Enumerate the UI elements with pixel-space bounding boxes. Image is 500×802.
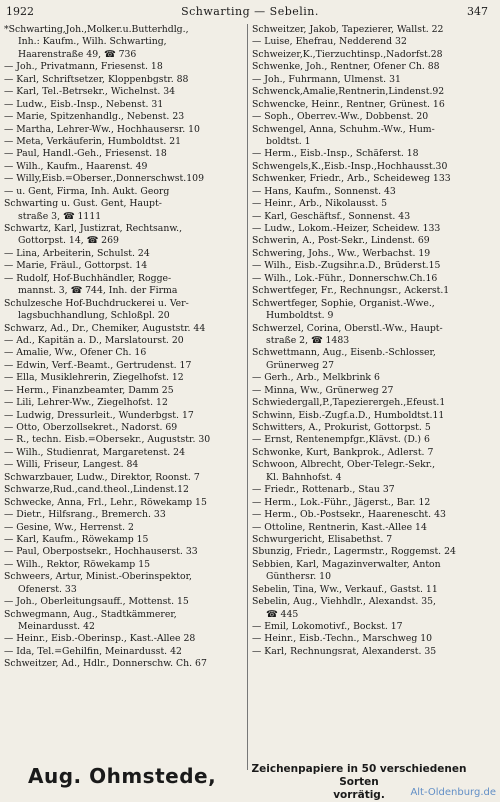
left-column-entry-line: Inh.: Kaufm., Wilh. Schwarting, [18,36,167,48]
left-column-entry-line: Gottorpst. 14, ☎ 269 [18,235,119,247]
left-column-entry-line: — u. Gent, Firma, Inh. Aukt. Georg [4,185,170,197]
right-column-entry-line: Sebelin, Aug., Viehhdlr., Alexandst. 35, [252,596,437,608]
left-column-entry-line: — Dietr., Hilfsrang., Bremerch. 33 [4,509,166,521]
left-column-entry-line: — Willy,Eisb.=Oberser.,Donnerschwst.109 [4,173,204,185]
right-column-entry-line: Schwoon, Albrecht, Ober-Telegr.-Sekr., [252,459,436,471]
right-column-entry-line: Grünerweg 27 [266,359,334,371]
page-number: 347 [467,5,488,18]
left-column-entry-line: — Amalie, Ww., Ofener Ch. 16 [4,347,147,359]
left-column-entry-line: Schwecke, Anna, Frl., Lehr., Röwekamp 15 [4,496,207,508]
left-column-entry-line: — Ida, Tel.=Gehilfin, Meinardusst. 42 [4,645,182,657]
left-column-entry-line: *Schwarting,Joh.,Molker.u.Butterhdlg., [4,24,189,35]
right-column-entry-line: — Luise, Ehefrau, Nedderend 32 [252,36,407,48]
left-column-entry-line: — Ad., Kapitän a. D., Marslatourst. 20 [4,334,184,346]
right-column-entry-line: Schwenke, Joh., Rentner, Ofener Ch. 88 [252,61,440,73]
right-column-entry-line: — Herm., Ob.-Postsekr., Haarenescht. 43 [252,509,446,521]
right-column-entry-line: Schwettmann, Aug., Eisenb.-Schlosser, [252,347,436,359]
right-column-entry-line: — Friedr., Rottenarb., Stau 37 [252,484,395,496]
left-column-entry-line: — Heinr., Eisb.-Oberinsp., Kast.-Allee 28 [4,633,196,645]
right-column-entry-line: Schwiedergall,P.,Tapezierergeh.,Efeust.1 [252,397,446,409]
right-column-entry-line: — Ernst, Rentenempfgr.,Klävst. (D.) 6 [252,434,430,446]
left-column-entry-line: — Joh., Oberleitungsauff., Mottenst. 15 [4,596,189,608]
directory-page [4,0,496,800]
right-column-entry-line: — Minna, Ww., Grünerweg 27 [252,384,394,396]
right-column-entry-line: Humboldtst. 9 [266,310,334,322]
right-column-entry-line: Schwertfeger, Sophie, Organist.-Wwe., [252,297,435,309]
ad-brand: Aug. Ohmstede, [28,764,217,788]
column-divider [247,24,248,770]
left-column-entry-line: — Meta, Verkäuferin, Humboldtst. 21 [4,135,182,147]
header-year: 1922 [6,5,34,18]
right-column-entry-line: Schwencke, Heinr., Rentner, Grünest. 16 [252,98,445,110]
right-column-entry-line: Schwengels,K.,Eisb.-Insp.,Hochhausst.30 [252,160,448,172]
right-column-entry-line: Sebbien, Karl, Magazinverwalter, Anton [252,558,441,570]
left-column-entry-line: — Karl, Kaufm., Röwekamp 15 [4,533,149,545]
right-column-entry-line: Schwengel, Anna, Schuhm.-Ww., Hum- [252,123,435,135]
right-column-entry-line: — Wilh., Eisb.-Zugsihr.a.D., Brüderst.15 [252,260,441,272]
right-column-entry-line: — Joh., Fuhrmann, Ulmenst. 31 [252,73,401,85]
left-column-entry-line: — Herm., Finanzbeamter, Damm 25 [4,384,174,396]
left-column-entry-line: — Karl, Tel.-Betrsekr., Wichelnst. 34 [4,86,176,98]
left-column-entry-line: Schweitzer, Ad., Hdlr., Donnerschw. Ch. 67 [4,658,207,670]
right-column-entry-line: Kl. Bahnhofst. 4 [266,471,342,483]
right-column-entry-line: Sebelin, Tina, Ww., Verkauf., Gastst. 11 [252,583,438,595]
right-column-entry-line: Günthersr. 10 [266,571,332,583]
left-column-entry-line: Meinardusst. 42 [18,621,95,632]
left-column-entry-line: — Lina, Arbeiterin, Schulst. 24 [4,247,150,259]
right-column-entry-line: Schwertfeger, Fr., Rechnungsr., Ackerst.1 [252,285,450,297]
left-column [4,24,244,671]
right-column-entry-line: — Wilh., Lok.-Führ., Donnerschw.Ch.16 [252,272,438,284]
right-column-entry-line: Schwering, Johs., Ww., Werbachst. 19 [252,247,431,259]
left-column-entry-line: — Martha, Lehrer-Ww., Hochhausersr. 10 [4,123,200,135]
left-column-entry-line: Ofenerst. 33 [18,583,77,595]
left-column-entry-line: mannst. 3, ☎ 744, Inh. der Firma [18,285,178,297]
header-title: Schwarting — Sebelin. [181,5,319,18]
left-column-entry-line: — Joh., Privatmann, Friesenst. 18 [4,61,163,73]
left-column-entry-line: — Karl, Schriftsetzer, Kloppenbgstr. 88 [4,73,189,85]
left-column-entry-line: — Ludw., Eisb.-Insp., Nebenst. 31 [4,98,164,110]
left-column-entry-line: — Willi, Friseur, Langest. 84 [4,459,139,471]
right-column-entry-line: Sbunzig, Friedr., Lagermstr., Roggemst. 24 [252,546,456,558]
left-column-entry-line: — Wilh., Kaufm., Haarenst. 49 [4,160,148,172]
right-column-entry-line: ☎ 445 [266,608,299,620]
left-column-entry-line: Schwarzbauer, Ludw., Direktor, Roonst. 7 [4,471,200,483]
left-column-entry-line: Haarenstraße 49, ☎ 736 [18,48,137,60]
right-column-entry-line: Schwerin, A., Post-Sekr., Lindenst. 69 [252,235,430,247]
left-column-entry-line: straße 3, ☎ 1111 [18,210,102,222]
left-column-entry-line: — Marie, Spitzenhandlg., Nebenst. 23 [4,111,185,123]
right-column-entry-line: — Karl, Geschäftsf., Sonnenst. 43 [252,210,411,222]
right-column-entry-line: — Karl, Rechnungsrat, Alexanderst. 35 [252,645,437,657]
left-column-entry-line: — Lili, Lehrer-Ww., Ziegelhofst. 12 [4,397,168,409]
left-column-entry-line: — Marie, Fräul., Gottorpst. 14 [4,260,148,272]
right-column-entry-line: Schweizer,K.,Tierzuchtinsp.,Nadorfst.28 [252,48,443,60]
ad-slogan-line-2: vorrätig. [333,789,385,801]
left-column-entry-line: — Ella, Musiklehrerin, Ziegelhofst. 12 [4,372,184,384]
right-column-entry-line: Schwenck,Amalie,Rentnerin,Lindenst.92 [252,86,445,98]
right-column-entry-line: — Herm., Eisb.-Insp., Schäferst. 18 [252,148,419,160]
ad-slogan-line-1: Zeichenpapiere in 50 verschiedenen Sorten [251,763,467,788]
left-column-entry-line: lagsbuchhandlung, Schloßpl. 20 [18,310,170,322]
right-column-entry-line: — Soph., Oberrev.-Ww., Dobbenst. 20 [252,111,429,123]
left-column-entry-line: — Edwin, Verf.-Beamt., Gertrudenst. 17 [4,359,192,371]
left-column-entry-line: Schwegmann, Aug., Stadtkämmerer, [4,608,177,620]
right-column-entry-line: Schwenker, Friedr., Arb., Scheideweg 133 [252,173,451,185]
left-column-entry-line: Schwarze,Rud.,cand.theol.,Lindenst.12 [4,484,189,496]
left-column-entry-line: Schwarz, Ad., Dr., Chemiker, Auguststr. 44 [4,322,206,334]
left-column-entry-line: Schulzesche Hof-Buchdruckerei u. Ver- [4,297,189,309]
right-column-entry-line: — Ottoline, Rentnerin, Kast.-Allee 14 [252,521,427,533]
right-column-entry-line: — Ludw., Lokom.-Heizer, Scheidew. 133 [252,223,441,234]
right-column-entry-line: Schwerzel, Corina, Oberstl.-Ww., Haupt- [252,322,443,334]
right-column-entry-line: Schwurgericht, Elisabethst. 7 [252,533,393,545]
right-column-entry-line: — Heinr., Arb., Nikolausst. 5 [252,198,388,210]
watermark: Alt-Oldenburg.de [410,787,496,798]
left-column-entry-line: — Rudolf, Hof-Buchhändler, Rogge- [4,272,172,284]
right-column-entry-line: straße 2, ☎ 1483 [266,334,350,346]
left-column-entry-line: — Ludwig, Dressurleit., Wunderbgst. 17 [4,409,194,421]
right-column-entry-line: — Hans, Kaufm., Sonnenst. 43 [252,185,396,197]
page-header [4,5,496,19]
right-column-entry-line: Schwitters, A., Prokurist, Gottorpst. 5 [252,422,431,433]
right-column-entry-line: Schwonke, Kurt, Bankprok., Adlerst. 7 [252,446,434,458]
left-column-entry-line: Schwartz, Karl, Justizrat, Rechtsanw., [4,223,183,234]
right-column-entry-line: — Emil, Lokomotivf., Bockst. 17 [252,621,403,632]
right-column-entry-line: Schwinn, Eisb.-Zugf.a.D., Humboldtst.11 [252,409,445,421]
right-column-entry-line: Schweitzer, Jakob, Tapezierer, Wallst. 22 [252,24,444,35]
left-column-entry-line: — Wilh., Rektor, Röwekamp 15 [4,558,151,570]
left-column-entry-line: — Wilh., Studienrat, Margaretenst. 24 [4,446,186,458]
right-column [252,24,492,658]
left-column-entry-line: — Gesine, Ww., Herrenst. 2 [4,521,134,533]
left-column-entry-line: — R., techn. Eisb.=Obersekr., Auguststr. 30 [4,434,211,446]
right-column-entry-line: — Gerh., Arb., Melkbrink 6 [252,372,380,384]
right-column-entry-line: — Heinr., Eisb.-Techn., Marschweg 10 [252,633,433,645]
left-column-entry-line: — Paul, Oberpostsekr., Hochhauserst. 33 [4,546,198,558]
right-column-entry-line: boldtst. 1 [266,135,311,147]
left-column-entry-line: — Paul, Handl.-Geh., Friesenst. 18 [4,148,167,160]
left-column-entry-line: Schwarting u. Gust. Gent, Haupt- [4,198,162,210]
left-column-entry-line: Schweers, Artur, Minist.-Oberinspektor, [4,571,192,583]
left-column-entry-line: — Otto, Oberzollsekret., Nadorst. 69 [4,422,178,433]
right-column-entry-line: — Herm., Lok.-Führ., Jägerst., Bar. 12 [252,496,431,508]
